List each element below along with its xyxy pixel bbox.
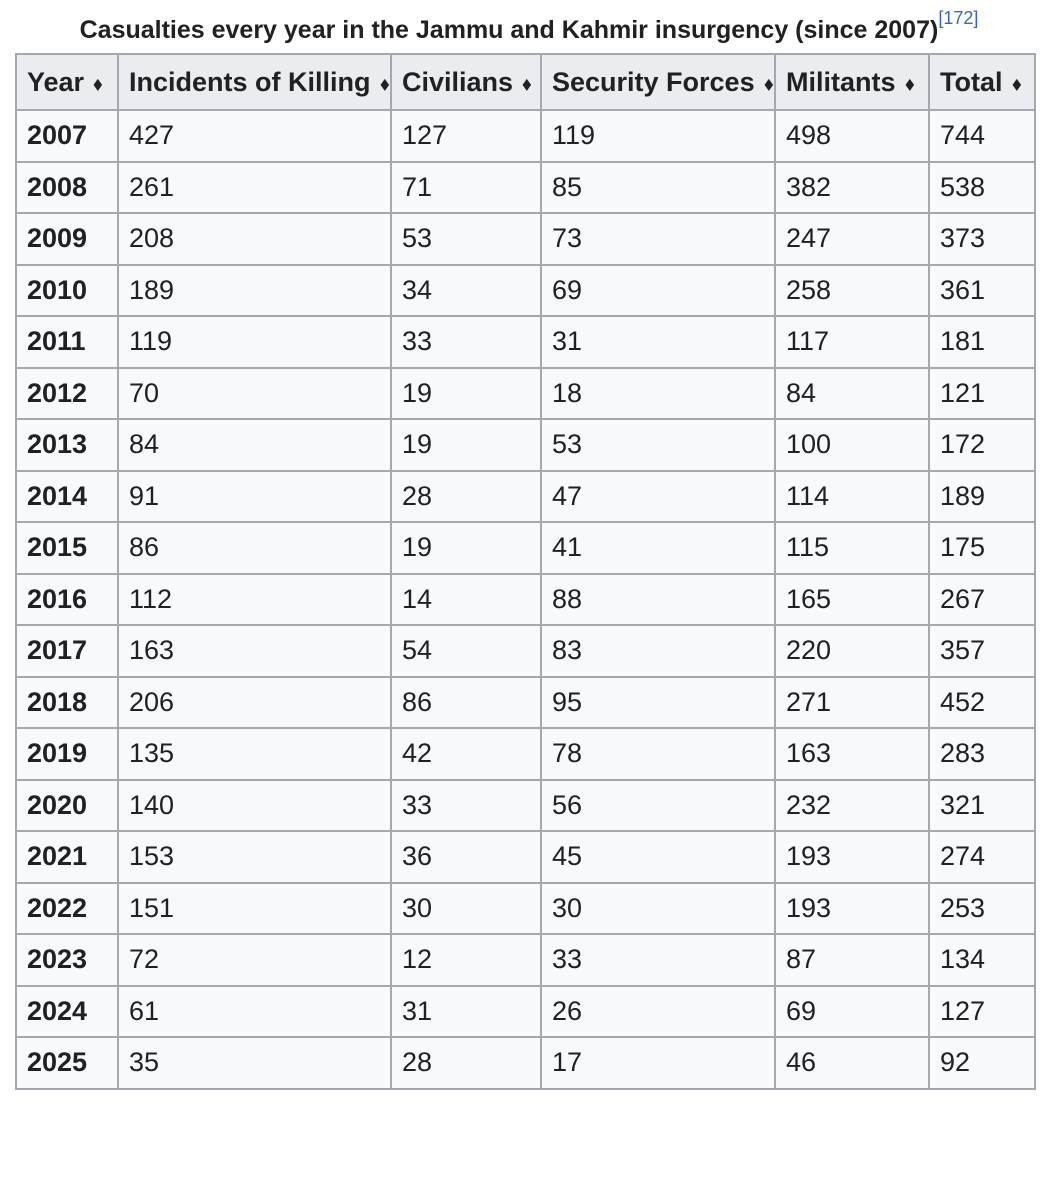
table-cell: 92 <box>929 1037 1035 1089</box>
table-cell: 53 <box>391 213 541 265</box>
table-cell: 83 <box>541 625 775 677</box>
column-header-total[interactable] <box>929 54 1035 110</box>
table-cell: 70 <box>118 368 391 420</box>
year-cell: 2017 <box>16 625 118 677</box>
table-cell: 46 <box>775 1037 929 1089</box>
table-cell: 61 <box>118 986 391 1038</box>
sort-both-icon: ◆ <box>764 75 773 93</box>
table-cell: 112 <box>118 574 391 626</box>
table-cell: 53 <box>541 419 775 471</box>
table-cell: 115 <box>775 522 929 574</box>
year-cell: 2015 <box>16 522 118 574</box>
table-cell: 206 <box>118 677 391 729</box>
table-row <box>16 883 1035 935</box>
table-cell: 47 <box>541 471 775 523</box>
table-cell: 18 <box>541 368 775 420</box>
column-header-incidents-of-killing[interactable] <box>118 54 391 110</box>
column-header-label: Militants <box>786 66 896 97</box>
table-cell: 19 <box>391 522 541 574</box>
table-cell: 220 <box>775 625 929 677</box>
table-row <box>16 162 1035 214</box>
table-cell: 72 <box>118 934 391 986</box>
table-cell: 258 <box>775 265 929 317</box>
table-cell: 232 <box>775 780 929 832</box>
table-row <box>16 419 1035 471</box>
table-cell: 271 <box>775 677 929 729</box>
table-cell: 361 <box>929 265 1035 317</box>
table-cell: 189 <box>929 471 1035 523</box>
sort-both-icon: ◆ <box>522 75 532 93</box>
year-cell: 2007 <box>16 110 118 162</box>
table-cell: 71 <box>391 162 541 214</box>
table-cell: 357 <box>929 625 1035 677</box>
column-header-year[interactable] <box>16 54 118 110</box>
column-header-label: Incidents of Killing <box>129 66 371 97</box>
table-cell: 208 <box>118 213 391 265</box>
table-row <box>16 986 1035 1038</box>
table-cell: 153 <box>118 831 391 883</box>
casualties-table <box>15 53 1036 1090</box>
table-cell: 12 <box>391 934 541 986</box>
year-cell: 2018 <box>16 677 118 729</box>
table-row <box>16 522 1035 574</box>
table-cell: 382 <box>775 162 929 214</box>
column-header-label: Civilians <box>402 66 514 97</box>
table-cell: 181 <box>929 316 1035 368</box>
column-header-security-forces[interactable] <box>541 54 775 110</box>
table-cell: 163 <box>118 625 391 677</box>
table-cell: 56 <box>541 780 775 832</box>
table-cell: 283 <box>929 728 1035 780</box>
table-cell: 140 <box>118 780 391 832</box>
table-cell: 19 <box>391 368 541 420</box>
table-cell: 88 <box>541 574 775 626</box>
table-cell: 34 <box>391 265 541 317</box>
table-cell: 54 <box>391 625 541 677</box>
sort-both-icon: ◆ <box>904 75 914 93</box>
table-cell: 163 <box>775 728 929 780</box>
table-cell: 189 <box>118 265 391 317</box>
table-cell: 91 <box>118 471 391 523</box>
table-header <box>16 54 1035 110</box>
table-cell: 538 <box>929 162 1035 214</box>
table-cell: 31 <box>391 986 541 1038</box>
table-cell: 127 <box>391 110 541 162</box>
table-cell: 114 <box>775 471 929 523</box>
year-cell: 2023 <box>16 934 118 986</box>
year-cell: 2014 <box>16 471 118 523</box>
table-cell: 121 <box>929 368 1035 420</box>
year-cell: 2022 <box>16 883 118 935</box>
table-cell: 85 <box>541 162 775 214</box>
table-cell: 45 <box>541 831 775 883</box>
table-cell: 42 <box>391 728 541 780</box>
table-cell: 452 <box>929 677 1035 729</box>
table-cell: 69 <box>775 986 929 1038</box>
table-row <box>16 780 1035 832</box>
table-cell: 86 <box>118 522 391 574</box>
table-cell: 427 <box>118 110 391 162</box>
table-caption <box>0 10 1058 50</box>
year-cell: 2025 <box>16 1037 118 1089</box>
table-cell: 30 <box>391 883 541 935</box>
table-cell: 135 <box>118 728 391 780</box>
table-row <box>16 625 1035 677</box>
table-cell: 119 <box>541 110 775 162</box>
table-cell: 33 <box>391 780 541 832</box>
year-cell: 2010 <box>16 265 118 317</box>
table-row <box>16 471 1035 523</box>
table-row <box>16 831 1035 883</box>
table-cell: 17 <box>541 1037 775 1089</box>
table-cell: 165 <box>775 574 929 626</box>
table-cell: 84 <box>775 368 929 420</box>
year-cell: 2013 <box>16 419 118 471</box>
table-cell: 33 <box>391 316 541 368</box>
table-cell: 119 <box>118 316 391 368</box>
table-cell: 274 <box>929 831 1035 883</box>
table-cell: 14 <box>391 574 541 626</box>
table-row <box>16 316 1035 368</box>
year-cell: 2016 <box>16 574 118 626</box>
table-cell: 373 <box>929 213 1035 265</box>
table-cell: 321 <box>929 780 1035 832</box>
sort-both-icon: ◆ <box>1011 75 1021 93</box>
column-header-label: Security Forces <box>552 66 755 97</box>
table-cell: 261 <box>118 162 391 214</box>
table-row <box>16 1037 1035 1089</box>
table-row <box>16 574 1035 626</box>
table-row <box>16 110 1035 162</box>
table-cell: 69 <box>541 265 775 317</box>
table-cell: 247 <box>775 213 929 265</box>
table-row <box>16 213 1035 265</box>
table-cell: 100 <box>775 419 929 471</box>
table-cell: 267 <box>929 574 1035 626</box>
table-cell: 84 <box>118 419 391 471</box>
column-header-civilians[interactable] <box>391 54 541 110</box>
table-cell: 95 <box>541 677 775 729</box>
table-cell: 193 <box>775 883 929 935</box>
column-header-label: Year <box>27 66 85 97</box>
table-cell: 87 <box>775 934 929 986</box>
table-cell: 117 <box>775 316 929 368</box>
table-row <box>16 677 1035 729</box>
table-cell: 253 <box>929 883 1035 935</box>
column-header-label: Total <box>940 66 1003 97</box>
table-cell: 19 <box>391 419 541 471</box>
year-cell: 2008 <box>16 162 118 214</box>
table-cell: 172 <box>929 419 1035 471</box>
sort-both-icon: ◆ <box>379 75 389 93</box>
table-cell: 30 <box>541 883 775 935</box>
table-cell: 36 <box>391 831 541 883</box>
year-cell: 2021 <box>16 831 118 883</box>
year-cell: 2024 <box>16 986 118 1038</box>
table-cell: 86 <box>391 677 541 729</box>
table-row <box>16 934 1035 986</box>
table-cell: 134 <box>929 934 1035 986</box>
table-cell: 498 <box>775 110 929 162</box>
table-cell: 175 <box>929 522 1035 574</box>
table-cell: 33 <box>541 934 775 986</box>
table-row <box>16 368 1035 420</box>
table-cell: 41 <box>541 522 775 574</box>
table-row <box>16 265 1035 317</box>
table-body <box>16 110 1035 1089</box>
table-cell: 193 <box>775 831 929 883</box>
year-cell: 2012 <box>16 368 118 420</box>
table-cell: 151 <box>118 883 391 935</box>
year-cell: 2019 <box>16 728 118 780</box>
table-cell: 31 <box>541 316 775 368</box>
sort-both-icon: ◆ <box>93 75 103 93</box>
caption-title: Casualties every year in the Jammu and Kahmir insurgency (since 2007) <box>79 16 939 44</box>
table-cell: 744 <box>929 110 1035 162</box>
table-cell: 127 <box>929 986 1035 1038</box>
table-cell: 28 <box>391 471 541 523</box>
table-cell: 35 <box>118 1037 391 1089</box>
header-row <box>16 54 1035 110</box>
table-cell: 28 <box>391 1037 541 1089</box>
column-header-militants[interactable] <box>775 54 929 110</box>
table-cell: 26 <box>541 986 775 1038</box>
table-row <box>16 728 1035 780</box>
year-cell: 2020 <box>16 780 118 832</box>
year-cell: 2011 <box>16 316 118 368</box>
year-cell: 2009 <box>16 213 118 265</box>
table-cell: 73 <box>541 213 775 265</box>
reference-link[interactable]: [172] <box>938 8 979 28</box>
table-cell: 78 <box>541 728 775 780</box>
reference-superscript <box>938 8 978 28</box>
